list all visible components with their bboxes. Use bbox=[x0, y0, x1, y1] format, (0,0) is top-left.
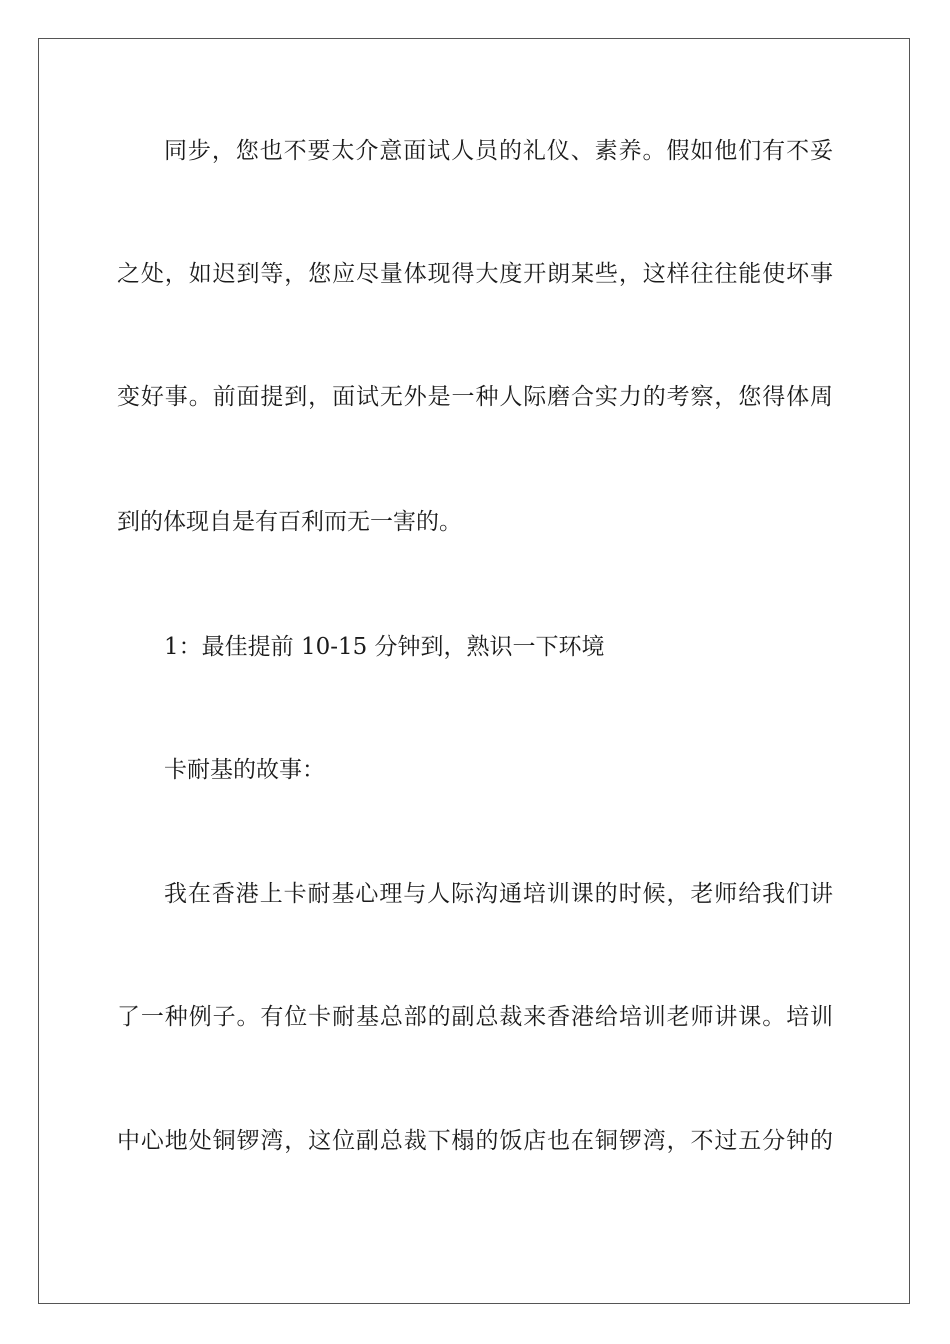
paragraph-1-line-1: 同步，您也不要太介意面试人员的礼仪、素养。假如他们有不妥 bbox=[164, 138, 833, 164]
paragraph-1-line-4: 到的体现自是有百利而无一害的。 bbox=[117, 509, 462, 535]
page-border bbox=[38, 38, 910, 1304]
paragraph-2-line-1: 我在香港上卡耐基心理与人际沟通培训课的时候，老师给我们讲 bbox=[164, 881, 833, 907]
paragraph-2-line-2: 了一种例子。有位卡耐基总部的副总裁来香港给培训老师讲课。培训 bbox=[117, 1004, 833, 1030]
story-heading: 卡耐基的故事： bbox=[164, 757, 325, 783]
tip-heading: 1：最佳提前 10-15 分钟到，熟识一下环境 bbox=[164, 634, 605, 660]
paragraph-1-line-2: 之处，如迟到等，您应尽量体现得大度开朗某些，这样往往能使坏事 bbox=[117, 261, 833, 287]
paragraph-1-line-3: 变好事。前面提到，面试无外是一种人际磨合实力的考察，您得体周 bbox=[117, 384, 833, 410]
paragraph-2-line-3: 中心地处铜锣湾，这位副总裁下榻的饭店也在铜锣湾，不过五分钟的 bbox=[117, 1128, 833, 1154]
